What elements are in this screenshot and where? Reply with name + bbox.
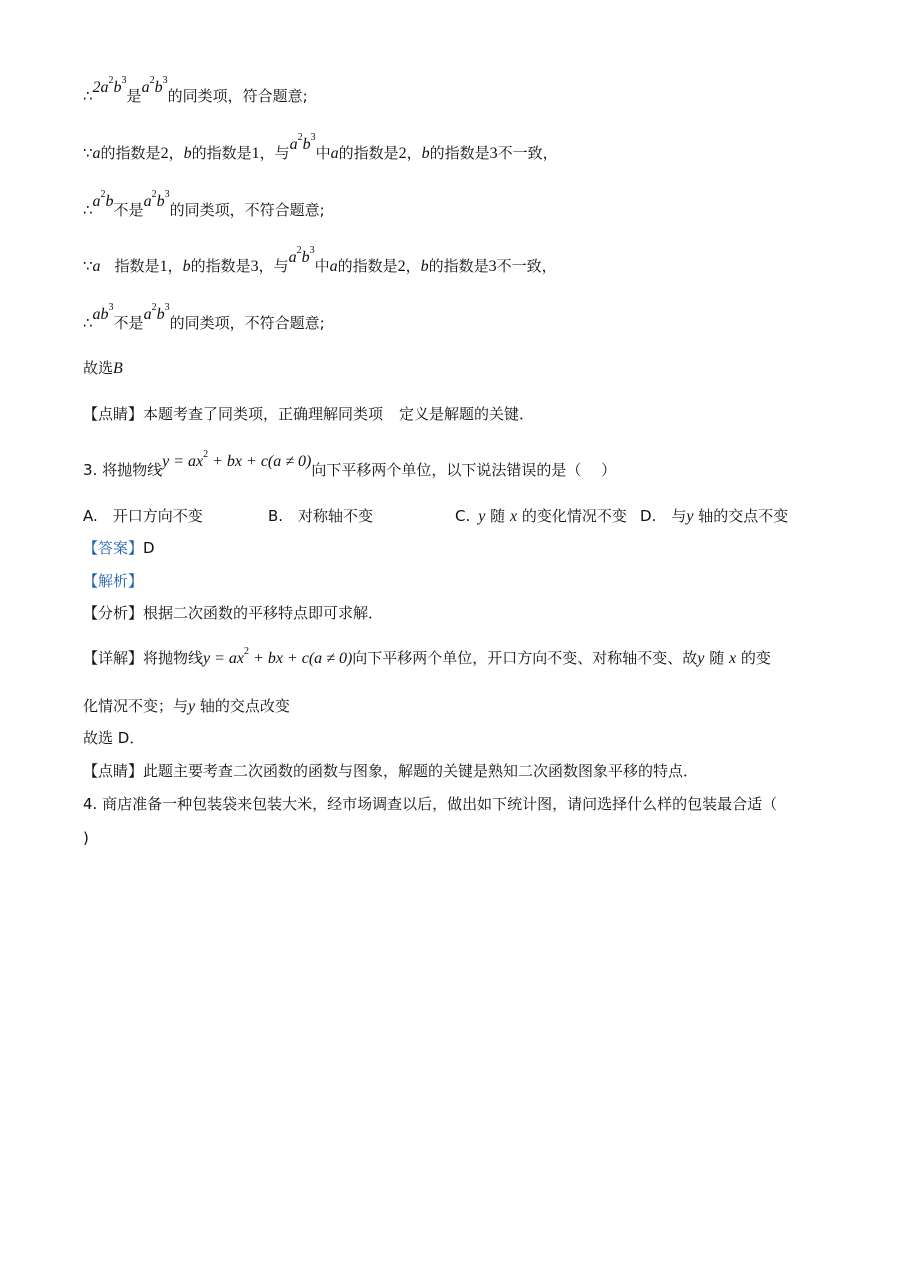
- line-6: 故选B: [83, 359, 123, 377]
- math-a2b3: $a^2b^3$: [288, 245, 315, 266]
- line-1: $\therefore 2a^2b^3$是$a^2b^3$的同类项，符合题意;: [83, 75, 308, 105]
- math-2a2b3: $2a^2b^3$: [92, 75, 127, 96]
- xiangjie-line-1: 【详解】将抛物线$y = ax^2$ + bx + c(a ≠ 0)向下平移两个单位，开口方向不变、对称轴不变、故y 随 x 的变: [83, 646, 771, 667]
- option-a: A. 开口方向不变: [83, 507, 203, 525]
- guxuan: 故选 D．: [83, 729, 145, 747]
- dianjing-1: 【点睛】本题考查了同类项，正确理解同类项 定义是解题的关键．: [83, 405, 535, 423]
- math-parabola-2: $y = ax^2$ + bx + c(a ≠ 0): [203, 646, 353, 667]
- line-2: ∵a的指数是2，b的指数是1，与$a^2b^3$中a的指数是2，b的指数是3不一致，: [83, 132, 558, 162]
- question-3: 3. 将抛物线$y = ax^2$ + bx + c(a ≠ 0)向下平移两个单位，以下说法错误的是（ ）: [83, 449, 617, 479]
- math-a2b3: $a^2b^3$: [143, 302, 170, 323]
- math-ab3: $ab^3$: [92, 302, 114, 323]
- math-parabola: $y = ax^2$ + bx + c(a ≠ 0): [162, 449, 312, 470]
- line-5: $\therefore ab^3$不是$a^2b^3$的同类项，不符合题意;: [83, 302, 325, 332]
- answer: 【答案】D: [83, 539, 155, 557]
- math-a2b3: $a^2b^3$: [143, 189, 170, 210]
- line-3: $\therefore a^2b$不是$a^2b^3$的同类项，不符合题意;: [83, 189, 325, 219]
- question-4: 4. 商店准备一种包装袋来包装大米，经市场调查以后，做出如下统计图，请问选择什么样的包装最合适（: [83, 795, 778, 813]
- question-4-cont: ): [83, 829, 89, 847]
- analysis-label: 【解析】: [83, 572, 144, 590]
- line-4: ∵a 指数是1，b的指数是3，与$a^2b^3$中a的指数是2，b的指数是3不一致，: [83, 245, 557, 275]
- math-a2b3: $a^2b^3$: [289, 132, 316, 153]
- therefore-symbol: ∴: [83, 87, 93, 105]
- option-c: C. y 随 x 的变化情况不变: [455, 507, 627, 525]
- option-d: D. 与y 轴的交点不变: [640, 507, 789, 525]
- fenxi: 【分析】根据二次函数的平移特点即可求解．: [83, 604, 384, 622]
- dianjing-2: 【点睛】此题主要考查二次函数的函数与图象，解题的关键是熟知二次函数图象平移的特点．: [83, 762, 699, 780]
- xiangjie-line-2: 化情况不变；与y 轴的交点改变: [83, 697, 290, 715]
- option-b: B. 对称轴不变: [268, 507, 374, 525]
- math-a2b3: $a^2b^3$: [141, 75, 168, 96]
- math-a2b: $a^2b$: [92, 189, 114, 210]
